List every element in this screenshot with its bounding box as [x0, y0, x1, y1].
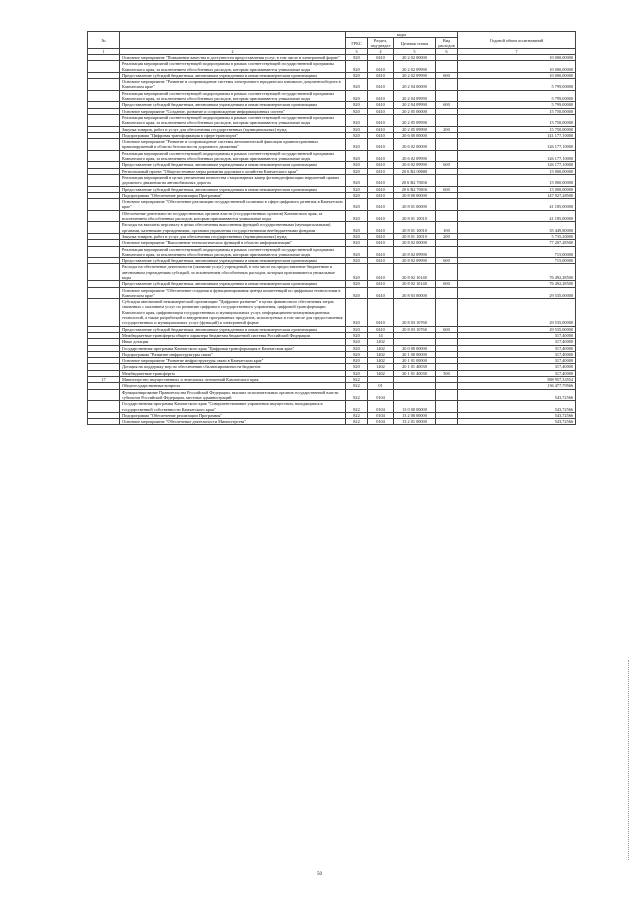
- row-section-code: 0410: [368, 168, 394, 174]
- row-target-article: 20 6 R2 00000: [394, 168, 436, 174]
- row-grbs-code: 820: [346, 299, 368, 326]
- row-target-article: 20 6 00 00000: [394, 132, 436, 138]
- column-index: 4: [368, 49, 394, 55]
- row-number: [88, 114, 120, 126]
- row-description: Функционирование Правительства Российской Федерации, высших исполнительных органов государственной власти субъектов Российской Федерации, местных администраций: [120, 389, 346, 401]
- row-amount: 5 735,20000: [458, 233, 576, 239]
- row-number: 17: [88, 377, 120, 383]
- row-section-code: 0410: [368, 287, 394, 299]
- row-description: Региональный проект "Общесистемные меры развития дорожного хозяйства Камчатского края": [120, 168, 346, 174]
- row-amount: 588 957,33554: [458, 377, 576, 383]
- row-target-article: 20 8 01 10010: [394, 210, 436, 222]
- row-section-code: 1402: [368, 358, 394, 364]
- row-description: Основное мероприятие "Обеспечение деятельности Министерства": [120, 419, 346, 425]
- row-grbs-code: 820: [346, 72, 368, 78]
- row-description: Общегосударственные вопросы: [120, 383, 346, 389]
- row-number: [88, 90, 120, 102]
- row-grbs-code: 820: [346, 174, 368, 186]
- row-grbs-code: 820: [346, 150, 368, 162]
- row-description: Реализация мероприятий соответствующей подпрограммы в рамках соответствующей государственной программы Камчатского края, за исключением обособленных расходов, которым присваиваются уникальные коды: [120, 150, 346, 162]
- row-description: Дотация на поддержку мер по обеспечению сбалансированности бюджетов: [120, 364, 346, 370]
- row-target-article: 20 0 00 00000: [394, 345, 436, 351]
- table-header: [88, 32, 576, 55]
- row-amount: 15 000,00000: [458, 174, 576, 186]
- row-target-article: 20 1 01 00000: [394, 358, 436, 364]
- row-description: Государственная программа Камчатского края "Совершенствование управления имуществом, находящимся в государственной собственности Камчатского края": [120, 401, 346, 413]
- row-target-article: 20 2 02 00000: [394, 55, 436, 61]
- row-expense-type: [436, 174, 458, 186]
- row-grbs-code: 820: [346, 79, 368, 91]
- row-grbs-code: 820: [346, 114, 368, 126]
- page-number: 50: [317, 872, 322, 877]
- row-description: Субсидия автономной некоммерческой организации "Цифровое развитие" в целях финансового обеспечения затрат, связанных с оказанием услуг по развитию цифрового государственного управления, цифровой трансформации Камчатского края, цифровизации государственных и муниципальных услуг, информационно-коммуникационных технологий, а также разработкой и внедрением программных продуктов, используемых в том числе для предоставления государственных и муниципальных услуг (функций) в электронной форме: [120, 299, 346, 326]
- row-expense-type: [436, 199, 458, 211]
- header-name: [120, 32, 346, 49]
- row-grbs-code: 820: [346, 108, 368, 114]
- row-grbs-code: 820: [346, 345, 368, 351]
- row-target-article: 20 8 03 10760: [394, 326, 436, 332]
- row-amount: 10 000,00000: [458, 61, 576, 73]
- column-index: 6: [436, 49, 458, 55]
- row-amount: 543,72566: [458, 389, 576, 401]
- row-grbs-code: 820: [346, 370, 368, 376]
- row-target-article: 20 8 01 10010: [394, 233, 436, 239]
- row-target-article: 13 2 01 00000: [394, 419, 436, 425]
- row-expense-type: [436, 210, 458, 222]
- row-target-article: 20 1 01 40030: [394, 364, 436, 370]
- row-description: Иные дотации: [120, 339, 346, 345]
- row-number: [88, 264, 120, 281]
- row-amount: 15 750,00000: [458, 114, 576, 126]
- row-grbs-code: 820: [346, 358, 368, 364]
- row-description: Основное мероприятие "Повышение качества и доступности предоставления услуг, в том числе в электронной форме": [120, 55, 346, 61]
- row-expense-type: 600: [436, 326, 458, 332]
- row-description: Обеспечение деятельности государственных органов власти (государственных органов) Камчатского края, за исключением обособленных расходов, которым присваиваются уникальные коды: [120, 210, 346, 222]
- row-section-code: 0104: [368, 412, 394, 418]
- row-grbs-code: 820: [346, 339, 368, 345]
- table-row: [88, 419, 576, 425]
- row-number: [88, 79, 120, 91]
- row-amount: 147 927,28500: [458, 192, 576, 198]
- row-grbs-code: 820: [346, 102, 368, 108]
- row-amount: 5 799,00000: [458, 79, 576, 91]
- row-amount: 317,40000: [458, 370, 576, 376]
- row-section-code: 1402: [368, 370, 394, 376]
- row-description: Предоставление субсидий бюджетным, автономным учреждениям и иным некоммерческим организациям: [120, 102, 346, 108]
- column-index: 2: [120, 49, 346, 55]
- row-amount: 126 177,10000: [458, 162, 576, 168]
- row-grbs-code: 820: [346, 132, 368, 138]
- table-row: [88, 199, 576, 211]
- row-expense-type: 600: [436, 72, 458, 78]
- row-description: Государственная программа Камчатского края "Цифровая трансформация в Камчатском крае": [120, 345, 346, 351]
- row-section-code: 0410: [368, 72, 394, 78]
- row-number: [88, 210, 120, 222]
- row-description: Предоставление субсидий бюджетным, автономным учреждениям и иным некоммерческим организациям: [120, 162, 346, 168]
- row-section-code: 0410: [368, 210, 394, 222]
- row-amount: 543,72566: [458, 419, 576, 425]
- row-section-code: 0104: [368, 401, 394, 413]
- header-cs: Целевая статья: [394, 38, 436, 49]
- row-target-article: 20 8 02 00000: [394, 240, 436, 246]
- row-grbs-code: 820: [346, 186, 368, 192]
- row-section-code: 14: [368, 332, 394, 338]
- row-expense-type: 600: [436, 186, 458, 192]
- row-number: [88, 61, 120, 73]
- row-grbs-code: 820: [346, 287, 368, 299]
- row-section-code: 0410: [368, 61, 394, 73]
- row-description: Реализация мероприятий соответствующей подпрограммы в рамках соответствующей государственной программы Камчатского края, за исключением обособленных расходов, которым присваиваются уникальные коды: [120, 90, 346, 102]
- row-number: [88, 150, 120, 162]
- row-target-article: 20 6 02 09990: [394, 150, 436, 162]
- row-description: Основное мероприятие "Обеспечение реализации государственной политики в сфере цифрового развития в Камчатском крае": [120, 199, 346, 211]
- row-target-article: 20 2 04 09990: [394, 102, 436, 108]
- column-index: 7: [458, 49, 576, 55]
- row-grbs-code: 820: [346, 258, 368, 264]
- row-section-code: 0410: [368, 192, 394, 198]
- row-description: Основное мероприятие "Выполнение технологических функций в области информатизации": [120, 240, 346, 246]
- row-description: Межбюджетные трансферты: [120, 370, 346, 376]
- row-description: Предоставление субсидий бюджетным, автономным учреждениям и иным некоммерческим организациям: [120, 72, 346, 78]
- table-row: [88, 264, 576, 281]
- row-grbs-code: 822: [346, 412, 368, 418]
- row-description: Расходы на обеспечение деятельности (оказание услуг) учреждений, в том числе на предоставление бюджетным и автономным учреждениям субсидий, за исключением обособленных расходов, которым присваиваются уникальные коды: [120, 264, 346, 281]
- table-row: [88, 61, 576, 73]
- row-section-code: 0410: [368, 55, 394, 61]
- row-expense-type: [436, 139, 458, 151]
- row-expense-type: 200: [436, 126, 458, 132]
- row-description: Основное мероприятие "Развитие инфраструктуры связи в Камчатском крае": [120, 358, 346, 364]
- row-amount: 141 177,10000: [458, 132, 576, 138]
- row-section-code: 0410: [368, 246, 394, 258]
- row-description: Расходы на выплаты персоналу в целях обеспечения выполнения функций государственными (муниципальными) органами, казенными учреждениями, органами управления государственными внебюджетными фондами: [120, 222, 346, 234]
- row-number: [88, 401, 120, 413]
- row-section-code: 0410: [368, 162, 394, 168]
- row-description: Закупка товаров, работ и услуг для обеспечения государственных (муниципальных) нужд: [120, 233, 346, 239]
- row-amount: 41 185,00000: [458, 199, 576, 211]
- row-section-code: 0104: [368, 389, 394, 401]
- row-section-code: 0410: [368, 281, 394, 287]
- row-amount: 15 750,00000: [458, 126, 576, 132]
- row-number: [88, 389, 120, 401]
- row-section-code: 0410: [368, 102, 394, 108]
- row-section-code: 0410: [368, 90, 394, 102]
- row-section-code: 0410: [368, 139, 394, 151]
- row-description: Предоставление субсидий бюджетным, автономным учреждениям и иным некоммерческим организациям: [120, 186, 346, 192]
- row-amount: 29 535,00000: [458, 326, 576, 332]
- row-target-article: 20 8 02 10140: [394, 281, 436, 287]
- column-index: 1: [88, 49, 120, 55]
- row-target-article: 20 1 00 00000: [394, 351, 436, 357]
- row-amount: 317,40000: [458, 358, 576, 364]
- row-target-article: [394, 389, 436, 401]
- row-amount: 76 492,28500: [458, 264, 576, 281]
- row-amount: 715,00000: [458, 246, 576, 258]
- row-section-code: 0410: [368, 126, 394, 132]
- row-section-code: 0410: [368, 132, 394, 138]
- row-description: Закупка товаров, работ и услуг для обеспечения государственных (муниципальных) нужд: [120, 126, 346, 132]
- row-expense-type: 600: [436, 162, 458, 168]
- row-grbs-code: 820: [346, 126, 368, 132]
- row-section-code: 0410: [368, 186, 394, 192]
- row-amount: 136 477,79566: [458, 383, 576, 389]
- row-amount: 41 185,00000: [458, 210, 576, 222]
- row-grbs-code: 820: [346, 55, 368, 61]
- row-section-code: 0410: [368, 264, 394, 281]
- row-expense-type: [436, 246, 458, 258]
- row-section-code: 0410: [368, 233, 394, 239]
- row-description: Предоставление субсидий бюджетным, автономным учреждениям и иным некоммерческим организациям: [120, 258, 346, 264]
- row-number: [88, 199, 120, 211]
- row-amount: 543,72566: [458, 401, 576, 413]
- row-expense-type: [436, 61, 458, 73]
- row-grbs-code: 820: [346, 162, 368, 168]
- row-grbs-code: 822: [346, 389, 368, 401]
- row-amount: 77 207,28500: [458, 240, 576, 246]
- row-description: Подпрограмма "Цифровая трансформация в сфере транспорта": [120, 132, 346, 138]
- row-grbs-code: 820: [346, 210, 368, 222]
- row-target-article: 20 8 03 00000: [394, 287, 436, 299]
- row-expense-type: [436, 79, 458, 91]
- row-amount: 29 535,00000: [458, 299, 576, 326]
- row-amount: 317,40000: [458, 339, 576, 345]
- table-body: [88, 55, 576, 425]
- row-expense-type: [436, 150, 458, 162]
- header-codes: коды: [346, 32, 458, 38]
- row-amount: 10 000,00000: [458, 72, 576, 78]
- row-target-article: 13 0 00 00000: [394, 401, 436, 413]
- table-row: [88, 210, 576, 222]
- table-row: [88, 246, 576, 258]
- row-description: Основное мероприятие "Обеспечение создания и функционирования центра компетенций по цифровым технологиям в Камчатском крае": [120, 287, 346, 299]
- row-amount: 5 799,00000: [458, 102, 576, 108]
- row-number: [88, 287, 120, 299]
- row-target-article: 20 6 02 00000: [394, 139, 436, 151]
- row-number: [88, 174, 120, 186]
- row-target-article: 20 8 02 10140: [394, 264, 436, 281]
- row-target-article: 13 2 00 00000: [394, 412, 436, 418]
- row-description: Основное мероприятие "Развитие и сопровождение системы автоматической фиксации административных правонарушений в области безопасности дорожного движения": [120, 139, 346, 151]
- row-expense-type: [436, 299, 458, 326]
- table-row: [88, 222, 576, 234]
- row-expense-type: [436, 419, 458, 425]
- table-row: [88, 174, 576, 186]
- row-target-article: 20 8 03 10760: [394, 299, 436, 326]
- row-amount: 35 449,80000: [458, 222, 576, 234]
- row-description: Реализация мероприятий соответствующей подпрограммы в рамках соответствующей государственной программы Камчатского края, за исключением обособленных расходов, которым присваиваются уникальные коды: [120, 114, 346, 126]
- row-section-code: 0410: [368, 299, 394, 326]
- row-number: [88, 419, 120, 425]
- row-grbs-code: 820: [346, 222, 368, 234]
- row-target-article: 20 2 02 09990: [394, 61, 436, 73]
- row-amount: 317,40000: [458, 332, 576, 338]
- row-description: Основное мероприятие "Создание, развитие и сопровождение информационных систем": [120, 108, 346, 114]
- row-amount: 126 177,10000: [458, 150, 576, 162]
- row-amount: 29 535,00000: [458, 287, 576, 299]
- row-description: Министерство имущественных и земельных отношений Камчатского края: [120, 377, 346, 383]
- row-grbs-code: 822: [346, 401, 368, 413]
- row-description: Подпрограмма "Обеспечение реализации Программы": [120, 412, 346, 418]
- row-grbs-code: 820: [346, 90, 368, 102]
- row-expense-type: 600: [436, 281, 458, 287]
- row-expense-type: 600: [436, 258, 458, 264]
- row-target-article: 20 6 02 09990: [394, 162, 436, 168]
- table-row: [88, 139, 576, 151]
- row-amount: 317,40000: [458, 345, 576, 351]
- table-row: [88, 114, 576, 126]
- table-row: [88, 287, 576, 299]
- row-description: Реализация мероприятий соответствующей подпрограммы в рамках соответствующей государственной программы Камчатского края, за исключением обособленных расходов, которым присваиваются уникальные коды: [120, 246, 346, 258]
- row-grbs-code: 820: [346, 240, 368, 246]
- budget-table: [87, 31, 576, 425]
- row-amount: 5 799,00000: [458, 90, 576, 102]
- row-description: Подпрограмма "Обеспечение реализации Программы": [120, 192, 346, 198]
- row-section-code: 0410: [368, 174, 394, 186]
- row-description: Подпрограмма "Развитие инфраструктуры связи": [120, 351, 346, 357]
- row-grbs-code: 820: [346, 281, 368, 287]
- row-grbs-code: 820: [346, 192, 368, 198]
- row-expense-type: [436, 401, 458, 413]
- row-grbs-code: 820: [346, 264, 368, 281]
- row-description: Основное мероприятие "Развитие и сопровождение системы электронного юридически значимого документооборота в Камчатском крае": [120, 79, 346, 91]
- row-grbs-code: 820: [346, 351, 368, 357]
- row-section-code: 0410: [368, 222, 394, 234]
- row-amount: 126 177,10000: [458, 139, 576, 151]
- row-target-article: 20 8 02 09990: [394, 246, 436, 258]
- row-section-code: 1402: [368, 339, 394, 345]
- table-row: [88, 79, 576, 91]
- row-section-code: 01: [368, 383, 394, 389]
- row-grbs-code: 820: [346, 246, 368, 258]
- row-grbs-code: 822: [346, 419, 368, 425]
- row-expense-type: 100: [436, 222, 458, 234]
- row-description: Предоставление субсидий бюджетным, автономным учреждениям и иным некоммерческим организациям: [120, 326, 346, 332]
- table-row: [88, 90, 576, 102]
- row-grbs-code: 822: [346, 383, 368, 389]
- row-number: [88, 299, 120, 326]
- row-expense-type: [436, 264, 458, 281]
- row-expense-type: [436, 114, 458, 126]
- row-description: Реализация мероприятий в целях увеличения количества стационарных камер фотовидеофиксации нарушений правил дорожного движения на автомобильных дорогах: [120, 174, 346, 186]
- row-amount: 10 000,00000: [458, 55, 576, 61]
- row-section-code: 0410: [368, 240, 394, 246]
- row-expense-type: [436, 287, 458, 299]
- row-description: Реализация мероприятий соответствующей подпрограммы в рамках соответствующей государственной программы Камчатского края, за исключением обособленных расходов, которым присваиваются уникальные коды: [120, 61, 346, 73]
- row-target-article: 20 8 00 00000: [394, 192, 436, 198]
- table-row: [88, 150, 576, 162]
- row-target-article: 20 2 04 00000: [394, 79, 436, 91]
- row-number: [88, 222, 120, 234]
- row-target-article: 20 2 05 09990: [394, 126, 436, 132]
- header-rz: Раздел, под-раздел: [368, 38, 394, 49]
- row-grbs-code: 820: [346, 233, 368, 239]
- row-amount: 15 000,00000: [458, 168, 576, 174]
- row-target-article: 20 8 01 10010: [394, 222, 436, 234]
- scan-margin-mark: [628, 660, 633, 860]
- row-grbs-code: 820: [346, 332, 368, 338]
- row-section-code: 1402: [368, 351, 394, 357]
- row-expense-type: [436, 90, 458, 102]
- row-grbs-code: 820: [346, 364, 368, 370]
- header-num: №: [88, 32, 120, 49]
- row-expense-type: [436, 389, 458, 401]
- row-description: Межбюджетные трансферты общего характера бюджетам бюджетной системы Российской Федерации: [120, 332, 346, 338]
- row-section-code: 1402: [368, 364, 394, 370]
- row-section-code: 0410: [368, 114, 394, 126]
- row-target-article: 20 2 05 00000: [394, 108, 436, 114]
- table-row: [88, 299, 576, 326]
- row-grbs-code: 820: [346, 168, 368, 174]
- row-section-code: 0410: [368, 150, 394, 162]
- header-grbs: ГРБС: [346, 38, 368, 49]
- row-amount: 15 750,00000: [458, 108, 576, 114]
- row-target-article: 20 8 02 09990: [394, 258, 436, 264]
- row-section-code: 1402: [368, 345, 394, 351]
- row-target-article: 20 2 02 09990: [394, 72, 436, 78]
- column-index: 3: [346, 49, 368, 55]
- column-index: 5: [394, 49, 436, 55]
- row-section-code: 0410: [368, 79, 394, 91]
- row-section-code: 0104: [368, 419, 394, 425]
- row-expense-type: 200: [436, 233, 458, 239]
- row-number: [88, 246, 120, 258]
- row-grbs-code: 820: [346, 139, 368, 151]
- table-row: [88, 389, 576, 401]
- row-section-code: 0410: [368, 108, 394, 114]
- row-grbs-code: 822: [346, 377, 368, 383]
- row-section-code: 0410: [368, 258, 394, 264]
- row-grbs-code: 820: [346, 199, 368, 211]
- row-target-article: 20 8 01 00000: [394, 199, 436, 211]
- row-target-article: 20 6 R2 70016: [394, 186, 436, 192]
- row-amount: 543,72566: [458, 412, 576, 418]
- row-section-code: 0410: [368, 326, 394, 332]
- row-target-article: 20 6 R2 70016: [394, 174, 436, 186]
- table-row: [88, 401, 576, 413]
- row-description: Предоставление субсидий бюджетным, автономным учреждениям и иным некоммерческим организациям: [120, 281, 346, 287]
- row-section-code: 0410: [368, 199, 394, 211]
- row-amount: 715,00000: [458, 258, 576, 264]
- row-amount: 317,40000: [458, 364, 576, 370]
- row-amount: 76 492,28500: [458, 281, 576, 287]
- row-grbs-code: 820: [346, 326, 368, 332]
- row-amount: 15 000,00000: [458, 186, 576, 192]
- row-target-article: 20 2 04 09990: [394, 90, 436, 102]
- row-expense-type: 500: [436, 370, 458, 376]
- row-number: [88, 139, 120, 151]
- header-vr: Вид расходов: [436, 38, 458, 49]
- row-grbs-code: 820: [346, 61, 368, 73]
- row-amount: 317,40000: [458, 351, 576, 357]
- header-amount: Годовой объем ассигнований: [458, 32, 576, 49]
- row-expense-type: 600: [436, 102, 458, 108]
- row-target-article: 20 2 05 09990: [394, 114, 436, 126]
- row-target-article: 20 1 01 40030: [394, 370, 436, 376]
